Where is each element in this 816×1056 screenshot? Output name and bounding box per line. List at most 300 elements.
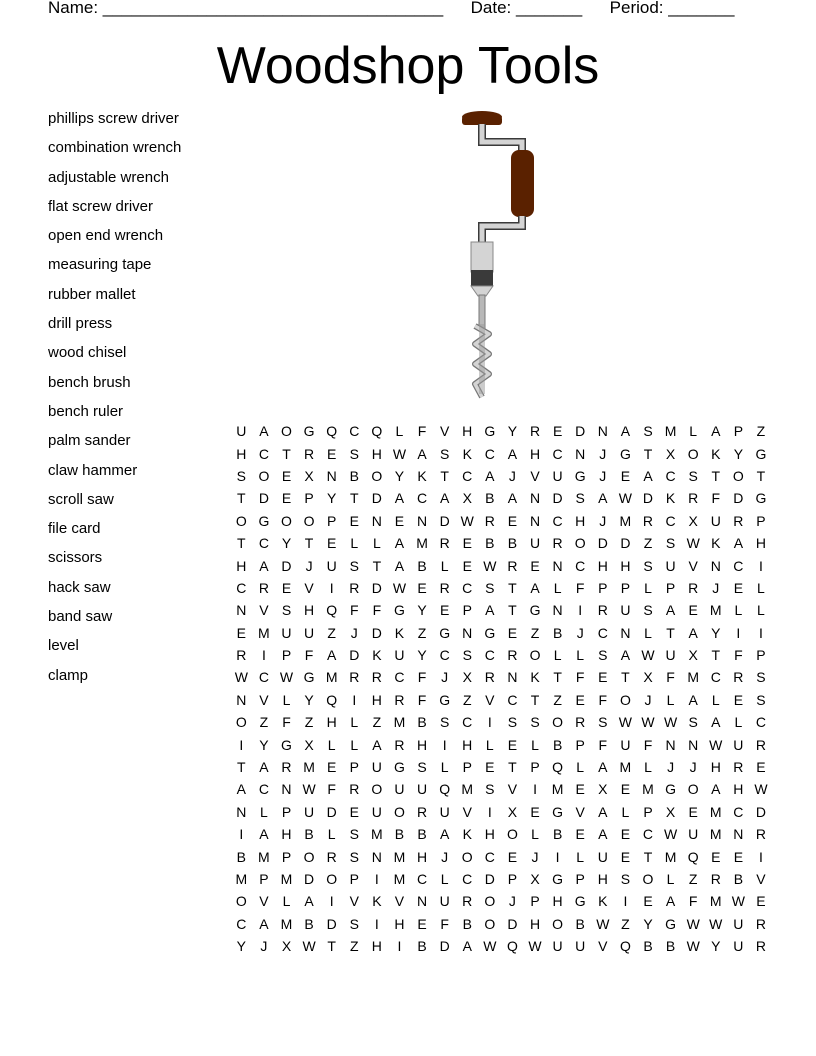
grid-letter[interactable]: G: [258, 512, 270, 529]
grid-letter[interactable]: U: [439, 893, 450, 910]
grid-letter[interactable]: S: [236, 467, 246, 484]
grid-letter[interactable]: P: [349, 759, 359, 776]
grid-letter[interactable]: L: [621, 803, 630, 820]
grid-letter[interactable]: A: [711, 714, 721, 731]
grid-letter[interactable]: T: [282, 445, 291, 462]
grid-letter[interactable]: K: [711, 535, 721, 552]
grid-letter[interactable]: G: [552, 803, 564, 820]
grid-letter[interactable]: N: [326, 467, 337, 484]
grid-letter[interactable]: R: [416, 803, 428, 820]
grid-letter[interactable]: F: [417, 691, 427, 708]
grid-letter[interactable]: B: [417, 826, 427, 843]
grid-letter[interactable]: O: [642, 871, 654, 887]
grid-letter[interactable]: H: [236, 557, 247, 574]
grid-letter[interactable]: I: [759, 624, 763, 641]
grid-letter[interactable]: F: [598, 691, 608, 708]
grid-letter[interactable]: N: [507, 669, 518, 686]
grid-letter[interactable]: V: [688, 557, 698, 574]
grid-letter[interactable]: I: [329, 893, 334, 910]
grid-letter[interactable]: L: [531, 736, 539, 753]
grid-letter[interactable]: G: [439, 691, 451, 708]
grid-letter[interactable]: H: [371, 691, 382, 708]
grid-letter[interactable]: E: [349, 512, 359, 529]
grid-letter[interactable]: Z: [259, 714, 269, 731]
grid-letter[interactable]: I: [352, 691, 357, 708]
grid-letter[interactable]: V: [462, 803, 472, 820]
grid-letter[interactable]: I: [623, 893, 628, 910]
grid-letter[interactable]: X: [462, 490, 472, 507]
grid-letter[interactable]: C: [484, 647, 495, 664]
grid-letter[interactable]: T: [372, 557, 382, 574]
grid-letter[interactable]: X: [304, 736, 314, 753]
grid-letter[interactable]: Z: [462, 691, 472, 708]
grid-letter[interactable]: L: [666, 871, 675, 887]
grid-letter[interactable]: L: [757, 602, 765, 619]
grid-letter[interactable]: N: [620, 624, 631, 641]
grid-letter[interactable]: T: [508, 759, 517, 776]
grid-letter[interactable]: S: [665, 535, 676, 552]
grid-letter[interactable]: C: [552, 512, 563, 529]
grid-letter[interactable]: Y: [507, 423, 518, 440]
grid-letter[interactable]: L: [689, 423, 698, 440]
grid-letter[interactable]: C: [439, 647, 450, 664]
grid-letter[interactable]: I: [329, 579, 334, 596]
grid-letter[interactable]: M: [416, 535, 428, 552]
grid-letter[interactable]: V: [394, 893, 405, 910]
grid-letter[interactable]: W: [483, 557, 497, 574]
grid-letter[interactable]: B: [665, 938, 676, 955]
grid-letter[interactable]: T: [237, 535, 246, 552]
grid-letter[interactable]: W: [302, 781, 316, 798]
grid-letter[interactable]: Y: [733, 445, 744, 462]
grid-letter[interactable]: M: [642, 781, 654, 798]
grid-letter[interactable]: A: [530, 579, 540, 596]
grid-letter[interactable]: L: [350, 535, 359, 552]
grid-letter[interactable]: D: [439, 512, 450, 529]
grid-letter[interactable]: F: [304, 647, 314, 664]
grid-letter[interactable]: T: [666, 624, 675, 641]
grid-letter[interactable]: U: [371, 759, 382, 776]
grid-letter[interactable]: C: [462, 467, 473, 484]
grid-letter[interactable]: R: [710, 871, 721, 887]
grid-letter[interactable]: D: [371, 624, 382, 641]
grid-letter[interactable]: S: [530, 714, 540, 731]
grid-letter[interactable]: M: [709, 893, 722, 910]
grid-letter[interactable]: U: [394, 781, 405, 798]
grid-letter[interactable]: Z: [643, 535, 653, 552]
grid-letter[interactable]: X: [665, 803, 676, 820]
grid-letter[interactable]: N: [416, 893, 428, 910]
grid-letter[interactable]: L: [485, 736, 494, 753]
grid-letter[interactable]: V: [349, 893, 359, 910]
grid-letter[interactable]: Y: [259, 736, 269, 753]
grid-letter[interactable]: N: [236, 691, 247, 708]
grid-letter[interactable]: A: [620, 423, 631, 440]
name-field-label[interactable]: Name: ____________________________________: [48, 0, 444, 17]
grid-letter[interactable]: F: [666, 669, 675, 686]
grid-letter[interactable]: M: [664, 848, 677, 865]
grid-letter[interactable]: L: [711, 691, 720, 708]
grid-letter[interactable]: C: [258, 445, 269, 462]
grid-letter[interactable]: H: [462, 736, 473, 753]
grid-letter[interactable]: V: [756, 871, 766, 887]
grid-letter[interactable]: A: [665, 602, 676, 619]
grid-letter[interactable]: K: [462, 826, 472, 843]
grid-letter[interactable]: E: [417, 579, 427, 596]
grid-letter[interactable]: T: [643, 445, 653, 462]
grid-letter[interactable]: V: [507, 781, 518, 798]
grid-letter[interactable]: C: [416, 871, 428, 887]
grid-letter[interactable]: Z: [327, 624, 336, 641]
grid-letter[interactable]: W: [686, 938, 700, 955]
grid-letter[interactable]: S: [281, 602, 292, 619]
grid-letter[interactable]: M: [709, 602, 722, 619]
grid-letter[interactable]: E: [711, 848, 721, 865]
grid-letter[interactable]: C: [710, 669, 721, 686]
grid-letter[interactable]: B: [349, 467, 359, 484]
grid-letter[interactable]: C: [258, 669, 269, 686]
grid-letter[interactable]: W: [663, 714, 678, 731]
grid-letter[interactable]: J: [260, 938, 268, 955]
grid-letter[interactable]: A: [304, 893, 314, 910]
grid-letter[interactable]: X: [530, 871, 540, 887]
grid-letter[interactable]: V: [575, 803, 585, 820]
grid-letter[interactable]: N: [552, 602, 563, 619]
grid-letter[interactable]: H: [597, 871, 608, 887]
grid-letter[interactable]: P: [462, 759, 472, 776]
grid-letter[interactable]: V: [259, 602, 269, 619]
grid-letter[interactable]: E: [620, 467, 631, 484]
grid-letter[interactable]: H: [620, 557, 631, 574]
grid-letter[interactable]: G: [394, 759, 405, 776]
grid-letter[interactable]: M: [461, 781, 474, 798]
grid-letter[interactable]: O: [484, 915, 496, 932]
grid-letter[interactable]: B: [552, 736, 563, 753]
grid-letter[interactable]: W: [279, 669, 294, 686]
grid-letter[interactable]: J: [599, 467, 607, 484]
grid-letter[interactable]: T: [440, 467, 449, 484]
grid-letter[interactable]: W: [302, 938, 316, 955]
grid-letter[interactable]: H: [484, 826, 495, 843]
grid-letter[interactable]: N: [597, 423, 608, 440]
grid-letter[interactable]: D: [304, 871, 315, 887]
grid-letter[interactable]: O: [281, 512, 292, 529]
grid-letter[interactable]: O: [303, 848, 315, 865]
grid-letter[interactable]: E: [327, 445, 337, 462]
period-field-label[interactable]: Period: _______: [609, 0, 735, 17]
grid-letter[interactable]: H: [529, 445, 541, 462]
grid-letter[interactable]: Q: [506, 938, 518, 955]
grid-letter[interactable]: H: [529, 915, 541, 932]
grid-letter[interactable]: R: [394, 736, 405, 753]
grid-letter[interactable]: S: [598, 647, 608, 664]
grid-letter[interactable]: V: [259, 691, 269, 708]
grid-letter[interactable]: X: [688, 512, 698, 529]
grid-letter[interactable]: X: [643, 669, 653, 686]
grid-letter[interactable]: B: [552, 624, 563, 641]
grid-letter[interactable]: I: [397, 938, 402, 955]
grid-letter[interactable]: X: [665, 445, 676, 462]
grid-letter[interactable]: G: [755, 445, 767, 462]
grid-letter[interactable]: R: [281, 759, 292, 776]
grid-letter[interactable]: H: [462, 423, 473, 440]
grid-letter[interactable]: A: [394, 557, 405, 574]
grid-letter[interactable]: O: [552, 915, 564, 932]
grid-letter[interactable]: P: [643, 803, 653, 820]
grid-letter[interactable]: X: [304, 467, 314, 484]
grid-letter[interactable]: F: [417, 423, 427, 440]
grid-letter[interactable]: W: [709, 736, 723, 753]
grid-letter[interactable]: M: [393, 848, 406, 865]
grid-letter[interactable]: R: [394, 691, 405, 708]
grid-letter[interactable]: R: [484, 512, 495, 529]
grid-letter[interactable]: N: [665, 736, 676, 753]
grid-letter[interactable]: E: [439, 602, 450, 619]
grid-letter[interactable]: D: [371, 579, 382, 596]
grid-letter[interactable]: H: [371, 938, 382, 955]
grid-letter[interactable]: E: [281, 579, 292, 596]
grid-letter[interactable]: W: [528, 938, 542, 955]
grid-letter[interactable]: D: [371, 490, 382, 507]
grid-letter[interactable]: U: [733, 938, 744, 955]
grid-letter[interactable]: T: [553, 669, 562, 686]
grid-letter[interactable]: G: [574, 467, 586, 484]
grid-letter[interactable]: R: [507, 647, 518, 664]
grid-letter[interactable]: G: [303, 669, 315, 686]
grid-letter[interactable]: L: [440, 557, 449, 574]
grid-letter[interactable]: F: [643, 736, 653, 753]
grid-letter[interactable]: M: [371, 826, 383, 843]
grid-letter[interactable]: F: [349, 602, 359, 619]
grid-letter[interactable]: L: [282, 893, 291, 910]
grid-letter[interactable]: L: [734, 714, 743, 731]
grid-letter[interactable]: Q: [552, 759, 564, 776]
grid-letter[interactable]: J: [441, 669, 449, 686]
grid-letter[interactable]: N: [236, 803, 247, 820]
grid-letter[interactable]: S: [485, 579, 495, 596]
grid-letter[interactable]: H: [281, 826, 292, 843]
grid-letter[interactable]: S: [349, 557, 359, 574]
grid-letter[interactable]: A: [394, 490, 405, 507]
grid-letter[interactable]: T: [508, 602, 517, 619]
grid-letter[interactable]: J: [531, 848, 539, 865]
grid-letter[interactable]: D: [597, 535, 608, 552]
grid-letter[interactable]: I: [261, 647, 266, 664]
grid-letter[interactable]: K: [598, 893, 608, 910]
grid-letter[interactable]: I: [374, 871, 379, 887]
grid-letter[interactable]: R: [688, 490, 699, 507]
grid-letter[interactable]: U: [552, 938, 563, 955]
grid-letter[interactable]: E: [688, 803, 698, 820]
grid-letter[interactable]: O: [619, 691, 631, 708]
grid-letter[interactable]: U: [416, 781, 428, 798]
grid-letter[interactable]: E: [281, 467, 292, 484]
grid-letter[interactable]: C: [733, 803, 744, 820]
grid-letter[interactable]: A: [259, 915, 269, 932]
grid-letter[interactable]: K: [372, 647, 382, 664]
grid-letter[interactable]: P: [349, 871, 359, 887]
grid-letter[interactable]: P: [281, 647, 292, 664]
grid-letter[interactable]: E: [598, 669, 608, 686]
grid-letter[interactable]: V: [304, 579, 314, 596]
grid-letter[interactable]: U: [304, 624, 315, 641]
grid-letter[interactable]: N: [688, 736, 699, 753]
grid-letter[interactable]: A: [598, 490, 608, 507]
grid-letter[interactable]: B: [236, 848, 246, 865]
grid-letter[interactable]: A: [259, 557, 269, 574]
grid-letter[interactable]: P: [598, 579, 608, 596]
grid-letter[interactable]: R: [755, 915, 767, 932]
grid-letter[interactable]: R: [258, 579, 269, 596]
grid-letter[interactable]: W: [392, 445, 407, 462]
grid-letter[interactable]: R: [304, 445, 315, 462]
grid-letter[interactable]: D: [258, 490, 269, 507]
grid-letter[interactable]: L: [553, 647, 562, 664]
grid-letter[interactable]: C: [484, 848, 495, 865]
grid-letter[interactable]: S: [643, 423, 653, 440]
grid-letter[interactable]: D: [349, 647, 360, 664]
grid-letter[interactable]: U: [688, 826, 699, 843]
grid-letter[interactable]: R: [755, 736, 767, 753]
grid-letter[interactable]: P: [665, 579, 676, 596]
grid-letter[interactable]: H: [597, 557, 608, 574]
grid-letter[interactable]: P: [462, 602, 472, 619]
grid-letter[interactable]: D: [575, 423, 586, 440]
grid-letter[interactable]: A: [711, 423, 721, 440]
grid-letter[interactable]: S: [756, 691, 766, 708]
grid-letter[interactable]: E: [733, 691, 744, 708]
grid-letter[interactable]: M: [393, 871, 406, 887]
grid-letter[interactable]: B: [304, 915, 314, 932]
grid-letter[interactable]: I: [442, 736, 447, 753]
grid-letter[interactable]: Y: [304, 691, 314, 708]
grid-letter[interactable]: L: [327, 826, 336, 843]
grid-letter[interactable]: M: [709, 826, 722, 843]
grid-letter[interactable]: S: [349, 915, 359, 932]
grid-letter[interactable]: L: [282, 691, 291, 708]
grid-letter[interactable]: A: [462, 938, 472, 955]
grid-letter[interactable]: P: [575, 871, 585, 887]
grid-letter[interactable]: B: [733, 871, 744, 887]
grid-letter[interactable]: P: [756, 647, 766, 664]
grid-letter[interactable]: U: [575, 938, 586, 955]
grid-letter[interactable]: E: [733, 848, 744, 865]
grid-letter[interactable]: O: [235, 714, 247, 731]
grid-letter[interactable]: S: [462, 647, 472, 664]
grid-letter[interactable]: A: [688, 691, 698, 708]
grid-letter[interactable]: W: [641, 647, 655, 664]
grid-letter[interactable]: O: [371, 467, 383, 484]
grid-letter[interactable]: Y: [327, 490, 337, 507]
grid-letter[interactable]: J: [576, 624, 584, 641]
grid-letter[interactable]: G: [484, 423, 496, 440]
grid-letter[interactable]: S: [620, 871, 631, 887]
grid-letter[interactable]: J: [667, 759, 675, 776]
grid-letter[interactable]: B: [485, 490, 495, 507]
grid-letter[interactable]: L: [666, 691, 675, 708]
grid-letter[interactable]: N: [371, 512, 382, 529]
grid-letter[interactable]: T: [711, 647, 721, 664]
grid-letter[interactable]: S: [349, 826, 359, 843]
grid-letter[interactable]: O: [394, 803, 405, 820]
grid-letter[interactable]: F: [711, 490, 721, 507]
grid-letter[interactable]: E: [327, 535, 337, 552]
grid-letter[interactable]: J: [350, 624, 358, 641]
grid-letter[interactable]: Z: [756, 423, 766, 440]
grid-letter[interactable]: Y: [711, 938, 721, 955]
grid-letter[interactable]: E: [620, 826, 631, 843]
grid-letter[interactable]: E: [507, 848, 518, 865]
grid-letter[interactable]: W: [731, 893, 745, 910]
grid-letter[interactable]: E: [281, 490, 292, 507]
grid-letter[interactable]: N: [529, 512, 541, 529]
grid-letter[interactable]: O: [258, 467, 270, 484]
grid-letter[interactable]: G: [529, 602, 541, 619]
grid-letter[interactable]: S: [643, 557, 653, 574]
grid-letter[interactable]: B: [462, 915, 472, 932]
grid-letter[interactable]: F: [440, 915, 449, 932]
grid-letter[interactable]: T: [621, 669, 630, 686]
grid-letter[interactable]: E: [575, 781, 585, 798]
grid-letter[interactable]: E: [620, 781, 631, 798]
grid-letter[interactable]: W: [618, 490, 632, 507]
grid-letter[interactable]: I: [239, 826, 244, 843]
grid-letter[interactable]: L: [259, 803, 268, 820]
grid-letter[interactable]: R: [733, 669, 744, 686]
grid-letter[interactable]: A: [598, 826, 608, 843]
grid-letter[interactable]: W: [641, 714, 655, 731]
grid-letter[interactable]: S: [349, 848, 359, 865]
grid-letter[interactable]: H: [371, 445, 382, 462]
grid-letter[interactable]: C: [642, 826, 654, 843]
grid-letter[interactable]: X: [281, 938, 292, 955]
grid-letter[interactable]: E: [394, 512, 405, 529]
grid-letter[interactable]: W: [234, 669, 248, 686]
grid-letter[interactable]: P: [281, 848, 292, 865]
grid-letter[interactable]: D: [507, 915, 518, 932]
grid-letter[interactable]: I: [239, 736, 244, 753]
grid-letter[interactable]: T: [643, 848, 653, 865]
grid-letter[interactable]: A: [598, 803, 608, 820]
grid-letter[interactable]: W: [686, 535, 700, 552]
grid-letter[interactable]: L: [350, 736, 359, 753]
grid-letter[interactable]: L: [576, 759, 585, 776]
grid-letter[interactable]: U: [733, 915, 744, 932]
grid-letter[interactable]: C: [462, 871, 473, 887]
grid-letter[interactable]: R: [755, 826, 767, 843]
grid-letter[interactable]: B: [575, 915, 585, 932]
grid-letter[interactable]: E: [327, 759, 337, 776]
grid-letter[interactable]: N: [733, 826, 744, 843]
grid-letter[interactable]: T: [237, 490, 246, 507]
grid-letter[interactable]: I: [555, 848, 560, 865]
grid-letter[interactable]: J: [689, 759, 697, 776]
grid-letter[interactable]: J: [599, 445, 607, 462]
grid-letter[interactable]: G: [755, 490, 767, 507]
grid-letter[interactable]: O: [687, 445, 699, 462]
grid-letter[interactable]: Q: [619, 938, 631, 955]
grid-letter[interactable]: C: [484, 445, 495, 462]
grid-letter[interactable]: R: [575, 714, 586, 731]
grid-letter[interactable]: C: [552, 445, 563, 462]
grid-letter[interactable]: B: [485, 535, 495, 552]
grid-letter[interactable]: M: [280, 915, 293, 932]
grid-letter[interactable]: L: [553, 579, 562, 596]
grid-letter[interactable]: E: [507, 736, 518, 753]
grid-letter[interactable]: M: [619, 759, 632, 776]
grid-letter[interactable]: G: [303, 423, 315, 440]
grid-letter[interactable]: U: [371, 803, 382, 820]
